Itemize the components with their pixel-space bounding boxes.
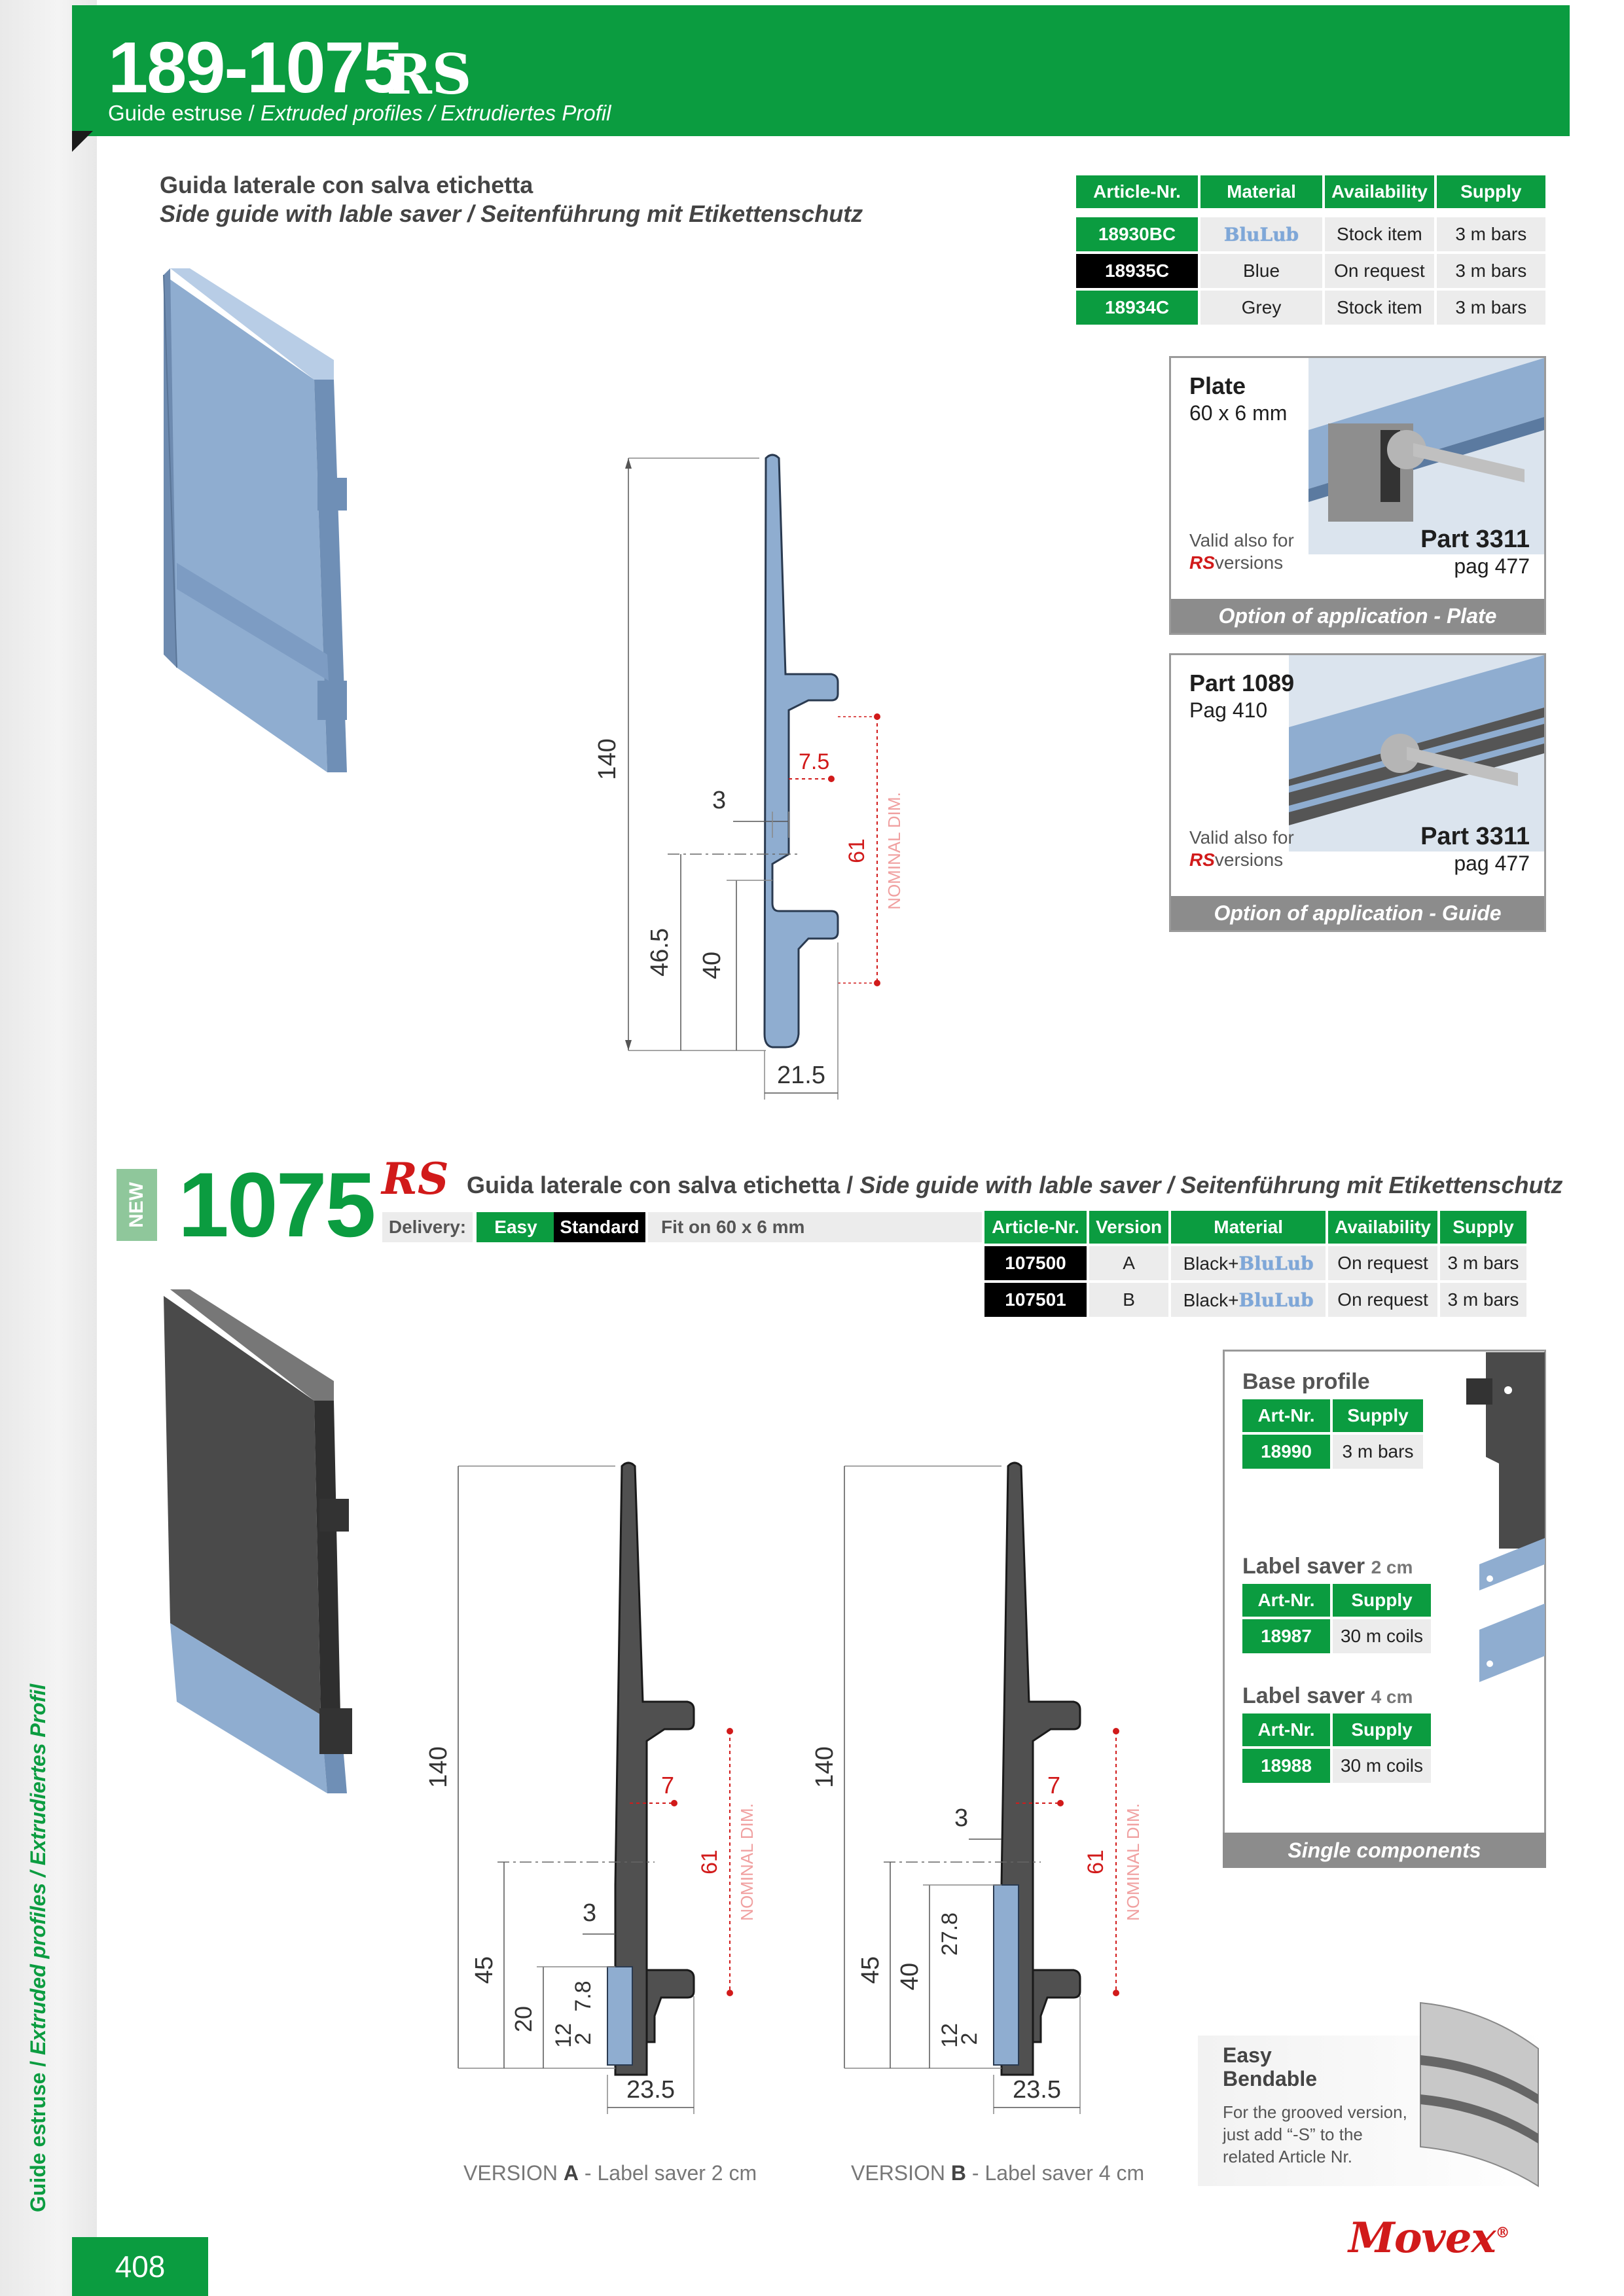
dim-12: 12 — [551, 2023, 576, 2048]
fit-note: Fit on 60 x 6 mm — [648, 1212, 982, 1242]
dim-20: 20 — [510, 2005, 537, 2033]
col-supply: Supply — [1333, 1584, 1431, 1617]
base-profile-table — [1240, 1397, 1426, 1471]
section1-article-table — [1074, 173, 1548, 327]
section2-title: Guida laterale con salva etichetta / Side guide with lable saver / Seitenführung mit Etikettenschutz — [467, 1172, 1563, 1198]
blulub-logo: BluLub — [1223, 223, 1299, 245]
dim-height: 140 — [425, 1746, 452, 1788]
dim-height: 140 — [594, 738, 621, 780]
supply: 3 m bars — [1440, 1246, 1526, 1280]
part-number: Part 3311 — [1420, 823, 1530, 850]
label-saver-2cm-title: Label saver 2 cm — [1242, 1554, 1413, 1579]
availability: Stock item — [1325, 217, 1434, 251]
option-plate-caption: Option of application - Plate — [1171, 599, 1544, 633]
plate-photo-illustration — [1308, 358, 1544, 554]
material — [1200, 217, 1322, 251]
dim-7: 7 — [1047, 1772, 1061, 1799]
nominal-dim-label: NOMINAL DIM. — [737, 1803, 757, 1921]
supply: 3 m bars — [1437, 291, 1545, 325]
supply: 3 m bars — [1440, 1283, 1526, 1317]
product-code-suffix: RS — [386, 42, 472, 107]
article-number: 18988 — [1242, 1749, 1330, 1783]
table-row — [984, 1246, 1526, 1280]
dim-40: 40 — [896, 1962, 924, 1991]
new-badge: NEW — [117, 1169, 157, 1241]
base-profile-illustration — [1460, 1352, 1545, 1549]
bendable-profile-illustration — [1407, 1996, 1545, 2193]
table-row — [1076, 254, 1545, 288]
dim-7-8: 7.8 — [571, 1981, 596, 2012]
version-b-technical-drawing — [805, 1453, 1172, 2121]
dim-61: 61 — [844, 838, 869, 863]
col-art-nr: Art-Nr. — [1242, 1713, 1330, 1746]
easy-bendable-description: For the grooved version, just add “-S” to the related Article Nr. — [1223, 2102, 1407, 2166]
article-number: 107500 — [984, 1246, 1087, 1280]
material: Blue — [1200, 254, 1322, 288]
guide-title: Part 1089 — [1189, 670, 1295, 696]
col-article: Article-Nr. — [1076, 175, 1198, 208]
dim-45: 45 — [471, 1956, 498, 1984]
table-row — [984, 1283, 1526, 1317]
col-availability: Availability — [1328, 1211, 1437, 1244]
availability: On request — [1328, 1283, 1437, 1317]
page-ref: pag 477 — [1454, 852, 1530, 875]
option-guide-caption: Option of application - Guide — [1171, 896, 1544, 930]
article-number: 18930BC — [1076, 217, 1198, 251]
profile-3d-dark-illustration — [151, 1283, 360, 1806]
nominal-dim-label: NOMINAL DIM. — [1123, 1803, 1143, 1921]
table-header-row — [1076, 175, 1545, 208]
section1-title-it: Guida laterale con salva etichetta — [160, 171, 533, 198]
delivery-easy: Easy — [477, 1212, 555, 1242]
single-components-caption: Single components — [1223, 1833, 1546, 1868]
availability: On request — [1328, 1246, 1437, 1280]
valid-note: Valid also for RSversions — [1189, 530, 1294, 573]
side-section-title: Guide estruse / Extruded profiles / Extrudiertes Profil — [26, 1683, 50, 2212]
dim-7: 7 — [661, 1772, 675, 1799]
header-notch — [72, 131, 93, 152]
dim-7-5: 7.5 — [799, 749, 830, 774]
dim-2: 2 — [957, 2032, 982, 2045]
version: A — [1089, 1246, 1168, 1280]
dim-height: 140 — [811, 1746, 839, 1788]
delivery-label: Delivery: — [382, 1212, 473, 1242]
col-article: Article-Nr. — [984, 1211, 1087, 1244]
header-subtitle: Guide estruse / Extruded profiles / Extrudiertes Profil — [108, 101, 611, 125]
material: Black+BluLub — [1171, 1283, 1326, 1317]
dim-12: 12 — [937, 2023, 962, 2048]
version-a-technical-drawing — [419, 1453, 785, 2121]
col-material: Material — [1200, 175, 1322, 208]
availability: Stock item — [1325, 291, 1434, 325]
article-number: 18987 — [1242, 1619, 1330, 1653]
section1-title-en: Side guide with lable saver / Seitenführung mit Etikettenschutz — [160, 200, 863, 227]
section2-code: 1075 — [178, 1153, 374, 1256]
dim-27-8: 27.8 — [937, 1912, 962, 1956]
part-number: Part 3311 — [1420, 526, 1530, 553]
version-a-caption: VERSION A - Label saver 2 cm — [463, 2161, 757, 2185]
label-saver-illustration — [1466, 1538, 1545, 1689]
col-supply: Supply — [1333, 1399, 1423, 1432]
material: Black+BluLub — [1171, 1246, 1326, 1280]
plate-title: Plate — [1189, 372, 1246, 399]
base-profile-title: Base profile — [1242, 1369, 1370, 1394]
rs-logo: RS — [1189, 552, 1215, 573]
nominal-dim-label: NOMINAL DIM. — [884, 792, 904, 910]
guide-photo-illustration — [1289, 655, 1544, 852]
dim-width: 21.5 — [777, 1062, 825, 1089]
supply: 3 m bars — [1437, 254, 1545, 288]
table-row — [1076, 291, 1545, 325]
article-number: 18934C — [1076, 291, 1198, 325]
col-art-nr: Art-Nr. — [1242, 1584, 1330, 1617]
col-availability: Availability — [1325, 175, 1434, 208]
dim-40: 40 — [698, 951, 726, 980]
version-b-caption: VERSION B - Label saver 4 cm — [851, 2161, 1145, 2185]
dim-61: 61 — [697, 1850, 722, 1874]
supply: 3 m bars — [1333, 1435, 1423, 1469]
page-ref: pag 477 — [1454, 554, 1530, 578]
movex-logo: Movex® — [1348, 2214, 1509, 2263]
dim-3: 3 — [954, 1804, 969, 1832]
col-art-nr: Art-Nr. — [1242, 1399, 1330, 1432]
dim-61: 61 — [1083, 1850, 1108, 1874]
blulub-logo: BluLub — [1238, 1252, 1314, 1274]
dim-46-5: 46.5 — [646, 928, 674, 977]
label-saver-4cm-table — [1240, 1711, 1434, 1785]
rs-logo: RS — [1189, 850, 1215, 870]
supply: 30 m coils — [1333, 1619, 1431, 1653]
profile-3d-blue-illustration — [151, 262, 347, 785]
dim-2: 2 — [571, 2032, 596, 2045]
label-saver-4cm-title: Label saver 4 cm — [1242, 1683, 1413, 1708]
guide-page: Pag 410 — [1189, 698, 1268, 722]
article-number: 18990 — [1242, 1435, 1330, 1469]
dim-width: 23.5 — [1013, 2076, 1061, 2104]
option-guide-card — [1169, 653, 1546, 932]
dim-width: 23.5 — [626, 2076, 675, 2104]
version: B — [1089, 1283, 1168, 1317]
col-supply: Supply — [1440, 1211, 1526, 1244]
plate-size: 60 x 6 mm — [1189, 401, 1288, 425]
material: Grey — [1200, 291, 1322, 325]
valid-note: Valid also for RSversions — [1189, 827, 1294, 870]
page-number: 408 — [115, 2250, 166, 2284]
blulub-logo: BluLub — [1238, 1289, 1314, 1311]
table-header-row — [984, 1211, 1526, 1244]
label-saver-2cm-table — [1240, 1581, 1434, 1656]
delivery-standard: Standard — [554, 1212, 645, 1242]
supply: 3 m bars — [1437, 217, 1545, 251]
table-row — [1076, 217, 1545, 251]
profile-technical-drawing — [576, 445, 929, 1113]
rs-logo: RS — [382, 1153, 449, 1204]
supply: 30 m coils — [1333, 1749, 1431, 1783]
col-version: Version — [1089, 1211, 1168, 1244]
article-number: 18935C — [1076, 254, 1198, 288]
col-supply: Supply — [1437, 175, 1545, 208]
availability: On request — [1325, 254, 1434, 288]
product-code: 189-1075 — [108, 27, 402, 108]
section2-article-table — [982, 1208, 1529, 1319]
option-plate-card — [1169, 356, 1546, 635]
article-number: 107501 — [984, 1283, 1087, 1317]
dim-3: 3 — [712, 787, 727, 814]
dim-3: 3 — [583, 1899, 597, 1927]
col-supply: Supply — [1333, 1713, 1431, 1746]
easy-bendable-title: Easy Bendable — [1223, 2043, 1318, 2090]
dim-45: 45 — [857, 1956, 884, 1984]
col-material: Material — [1171, 1211, 1326, 1244]
